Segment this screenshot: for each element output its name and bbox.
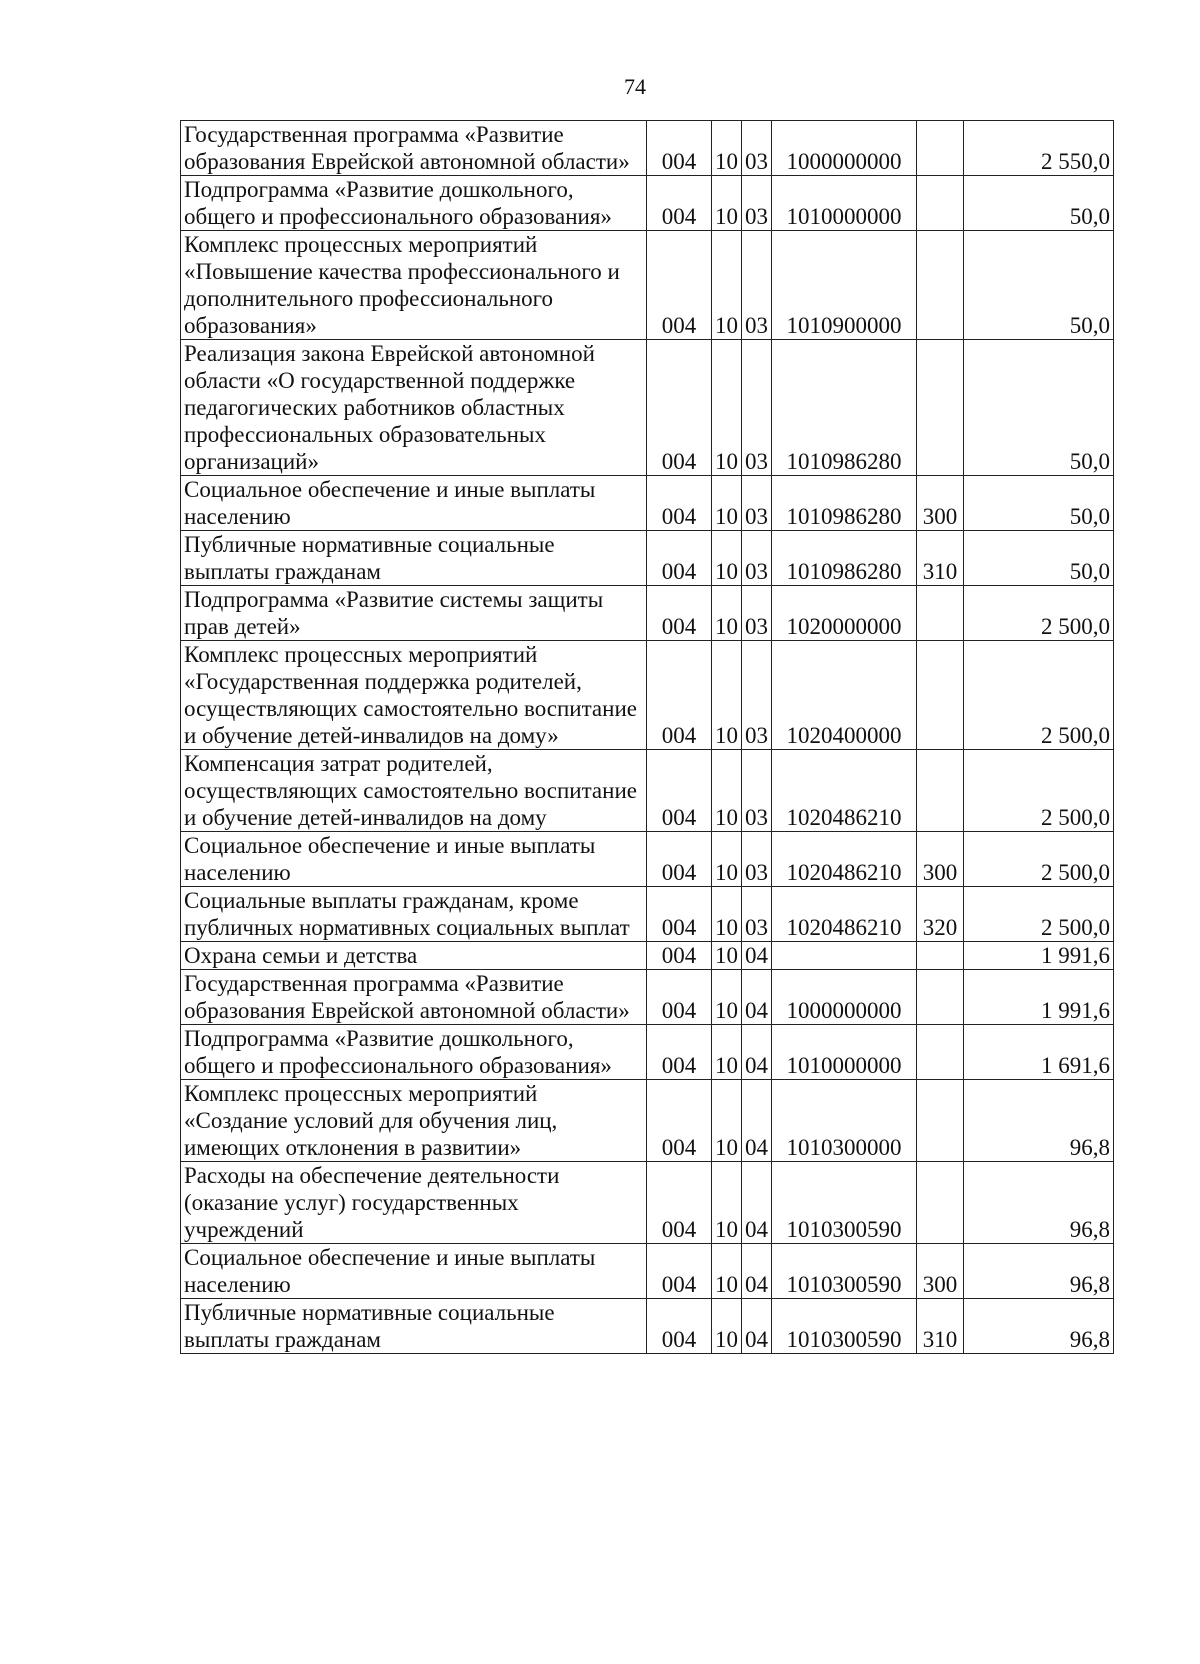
row-grbs-code: 004 — [647, 231, 712, 340]
row-expense-type-code: 310 — [917, 531, 964, 586]
row-amount: 2 500,0 — [964, 887, 1114, 942]
row-target-article-code: 1010986280 — [772, 476, 917, 531]
table-row — [181, 531, 1114, 586]
row-grbs-code: 004 — [647, 942, 712, 970]
row-expense-type-code — [917, 1080, 964, 1162]
row-subsection-code: 04 — [742, 1025, 772, 1080]
row-subsection-code: 03 — [742, 340, 772, 476]
row-target-article-code: 1020486210 — [772, 750, 917, 832]
row-name: Государственная программа «Развитие образования Еврейской автономной области» — [181, 121, 647, 176]
row-section-code: 10 — [712, 476, 742, 531]
row-target-article-code: 1000000000 — [772, 121, 917, 176]
row-amount: 96,8 — [964, 1162, 1114, 1244]
table-row — [181, 586, 1114, 641]
row-amount: 50,0 — [964, 531, 1114, 586]
row-name: Подпрограмма «Развитие дошкольного, общего и профессионального образования» — [181, 176, 647, 231]
row-subsection-code: 04 — [742, 1299, 772, 1354]
row-amount: 96,8 — [964, 1299, 1114, 1354]
row-subsection-code: 03 — [742, 887, 772, 942]
row-name: Социальное обеспечение и иные выплаты населению — [181, 476, 647, 531]
row-section-code: 10 — [712, 1299, 742, 1354]
row-subsection-code: 03 — [742, 586, 772, 641]
row-grbs-code: 004 — [647, 340, 712, 476]
row-target-article-code — [772, 942, 917, 970]
row-target-article-code: 1010986280 — [772, 531, 917, 586]
table-row — [181, 641, 1114, 750]
row-subsection-code: 03 — [742, 641, 772, 750]
row-section-code: 10 — [712, 942, 742, 970]
page-number: 74 — [624, 74, 646, 99]
row-amount: 2 550,0 — [964, 121, 1114, 176]
row-section-code: 10 — [712, 970, 742, 1025]
row-expense-type-code: 300 — [917, 476, 964, 531]
row-amount: 50,0 — [964, 476, 1114, 531]
row-amount: 50,0 — [964, 231, 1114, 340]
row-grbs-code: 004 — [647, 586, 712, 641]
row-grbs-code: 004 — [647, 641, 712, 750]
row-subsection-code: 03 — [742, 476, 772, 531]
row-expense-type-code: 320 — [917, 887, 964, 942]
row-amount: 50,0 — [964, 340, 1114, 476]
row-grbs-code: 004 — [647, 1299, 712, 1354]
row-grbs-code: 004 — [647, 121, 712, 176]
table-row — [181, 1162, 1114, 1244]
row-name: Государственная программа «Развитие образования Еврейской автономной области» — [181, 970, 647, 1025]
row-grbs-code: 004 — [647, 1025, 712, 1080]
row-section-code: 10 — [712, 750, 742, 832]
row-section-code: 10 — [712, 832, 742, 887]
row-grbs-code: 004 — [647, 1162, 712, 1244]
row-target-article-code: 1020486210 — [772, 887, 917, 942]
row-subsection-code: 03 — [742, 121, 772, 176]
row-expense-type-code — [917, 586, 964, 641]
row-amount: 2 500,0 — [964, 832, 1114, 887]
table-row — [181, 121, 1114, 176]
row-expense-type-code: 300 — [917, 1244, 964, 1299]
row-amount: 2 500,0 — [964, 641, 1114, 750]
budget-table — [180, 120, 1114, 1354]
table-row — [181, 970, 1114, 1025]
row-target-article-code: 1010000000 — [772, 1025, 917, 1080]
row-grbs-code: 004 — [647, 1080, 712, 1162]
row-subsection-code: 03 — [742, 750, 772, 832]
row-amount: 1 991,6 — [964, 970, 1114, 1025]
row-name: Расходы на обеспечение деятельности (оказание услуг) государственных учреждений — [181, 1162, 647, 1244]
row-target-article-code: 1010300590 — [772, 1162, 917, 1244]
row-section-code: 10 — [712, 641, 742, 750]
row-section-code: 10 — [712, 887, 742, 942]
row-target-article-code: 1020400000 — [772, 641, 917, 750]
row-subsection-code: 03 — [742, 531, 772, 586]
row-expense-type-code: 310 — [917, 1299, 964, 1354]
row-expense-type-code — [917, 340, 964, 476]
row-target-article-code: 1010000000 — [772, 176, 917, 231]
row-subsection-code: 04 — [742, 970, 772, 1025]
row-expense-type-code — [917, 176, 964, 231]
row-target-article-code: 1020000000 — [772, 586, 917, 641]
row-section-code: 10 — [712, 340, 742, 476]
row-section-code: 10 — [712, 231, 742, 340]
row-grbs-code: 004 — [647, 476, 712, 531]
row-section-code: 10 — [712, 586, 742, 641]
row-name: Подпрограмма «Развитие дошкольного, общего и профессионального образования» — [181, 1025, 647, 1080]
row-subsection-code: 03 — [742, 832, 772, 887]
row-section-code: 10 — [712, 176, 742, 231]
row-subsection-code: 04 — [742, 1162, 772, 1244]
row-target-article-code: 1000000000 — [772, 970, 917, 1025]
row-grbs-code: 004 — [647, 832, 712, 887]
row-name: Комплекс процессных мероприятий «Создание условий для обучения лиц, имеющих отклонения в развитии» — [181, 1080, 647, 1162]
row-grbs-code: 004 — [647, 176, 712, 231]
row-expense-type-code — [917, 121, 964, 176]
row-expense-type-code — [917, 1162, 964, 1244]
row-name: Комплекс процессных мероприятий «Государственная поддержка родителей, осуществляющих самостоятельно воспитание и обучение детей-инвалидов на дому» — [181, 641, 647, 750]
table-row — [181, 942, 1114, 970]
table-row — [181, 1244, 1114, 1299]
row-subsection-code: 03 — [742, 176, 772, 231]
table-row — [181, 1299, 1114, 1354]
table-row — [181, 476, 1114, 531]
table-row — [181, 176, 1114, 231]
row-name: Охрана семьи и детства — [181, 942, 647, 970]
row-section-code: 10 — [712, 1162, 742, 1244]
row-name: Публичные нормативные социальные выплаты гражданам — [181, 1299, 647, 1354]
row-section-code: 10 — [712, 1080, 742, 1162]
row-name: Подпрограмма «Развитие системы защиты прав детей» — [181, 586, 647, 641]
row-section-code: 10 — [712, 531, 742, 586]
row-target-article-code: 1010300590 — [772, 1299, 917, 1354]
row-grbs-code: 004 — [647, 970, 712, 1025]
row-expense-type-code — [917, 231, 964, 340]
table-row — [181, 750, 1114, 832]
row-subsection-code: 03 — [742, 231, 772, 340]
row-target-article-code: 1010300000 — [772, 1080, 917, 1162]
row-subsection-code: 04 — [742, 942, 772, 970]
row-expense-type-code: 300 — [917, 832, 964, 887]
row-section-code: 10 — [712, 1244, 742, 1299]
row-amount: 96,8 — [964, 1244, 1114, 1299]
row-subsection-code: 04 — [742, 1244, 772, 1299]
table-row — [181, 231, 1114, 340]
row-amount: 2 500,0 — [964, 586, 1114, 641]
row-grbs-code: 004 — [647, 1244, 712, 1299]
table-row — [181, 832, 1114, 887]
table-row — [181, 1080, 1114, 1162]
row-amount: 2 500,0 — [964, 750, 1114, 832]
row-amount: 1 691,6 — [964, 1025, 1114, 1080]
row-name: Социальное обеспечение и иные выплаты населению — [181, 832, 647, 887]
row-name: Социальное обеспечение и иные выплаты населению — [181, 1244, 647, 1299]
row-name: Комплекс процессных мероприятий «Повышение качества профессионального и дополнительного профессионального образования» — [181, 231, 647, 340]
row-target-article-code: 1020486210 — [772, 832, 917, 887]
row-target-article-code: 1010986280 — [772, 340, 917, 476]
row-expense-type-code — [917, 942, 964, 970]
row-grbs-code: 004 — [647, 887, 712, 942]
row-grbs-code: 004 — [647, 531, 712, 586]
row-target-article-code: 1010900000 — [772, 231, 917, 340]
row-grbs-code: 004 — [647, 750, 712, 832]
budget-table-body — [181, 121, 1114, 1354]
row-expense-type-code — [917, 970, 964, 1025]
row-expense-type-code — [917, 750, 964, 832]
row-subsection-code: 04 — [742, 1080, 772, 1162]
row-amount: 50,0 — [964, 176, 1114, 231]
row-section-code: 10 — [712, 121, 742, 176]
row-name: Компенсация затрат родителей, осуществляющих самостоятельно воспитание и обучение детей-инвалидов на дому — [181, 750, 647, 832]
row-name: Социальные выплаты гражданам, кроме публичных нормативных социальных выплат — [181, 887, 647, 942]
row-expense-type-code — [917, 641, 964, 750]
table-row — [181, 340, 1114, 476]
row-expense-type-code — [917, 1025, 964, 1080]
row-amount: 96,8 — [964, 1080, 1114, 1162]
row-section-code: 10 — [712, 1025, 742, 1080]
row-name: Реализация закона Еврейской автономной области «О государственной поддержке педагогических работников областных профессиональных образовательных организаций» — [181, 340, 647, 476]
table-row — [181, 1025, 1114, 1080]
row-target-article-code: 1010300590 — [772, 1244, 917, 1299]
table-row — [181, 887, 1114, 942]
row-name: Публичные нормативные социальные выплаты гражданам — [181, 531, 647, 586]
row-amount: 1 991,6 — [964, 942, 1114, 970]
